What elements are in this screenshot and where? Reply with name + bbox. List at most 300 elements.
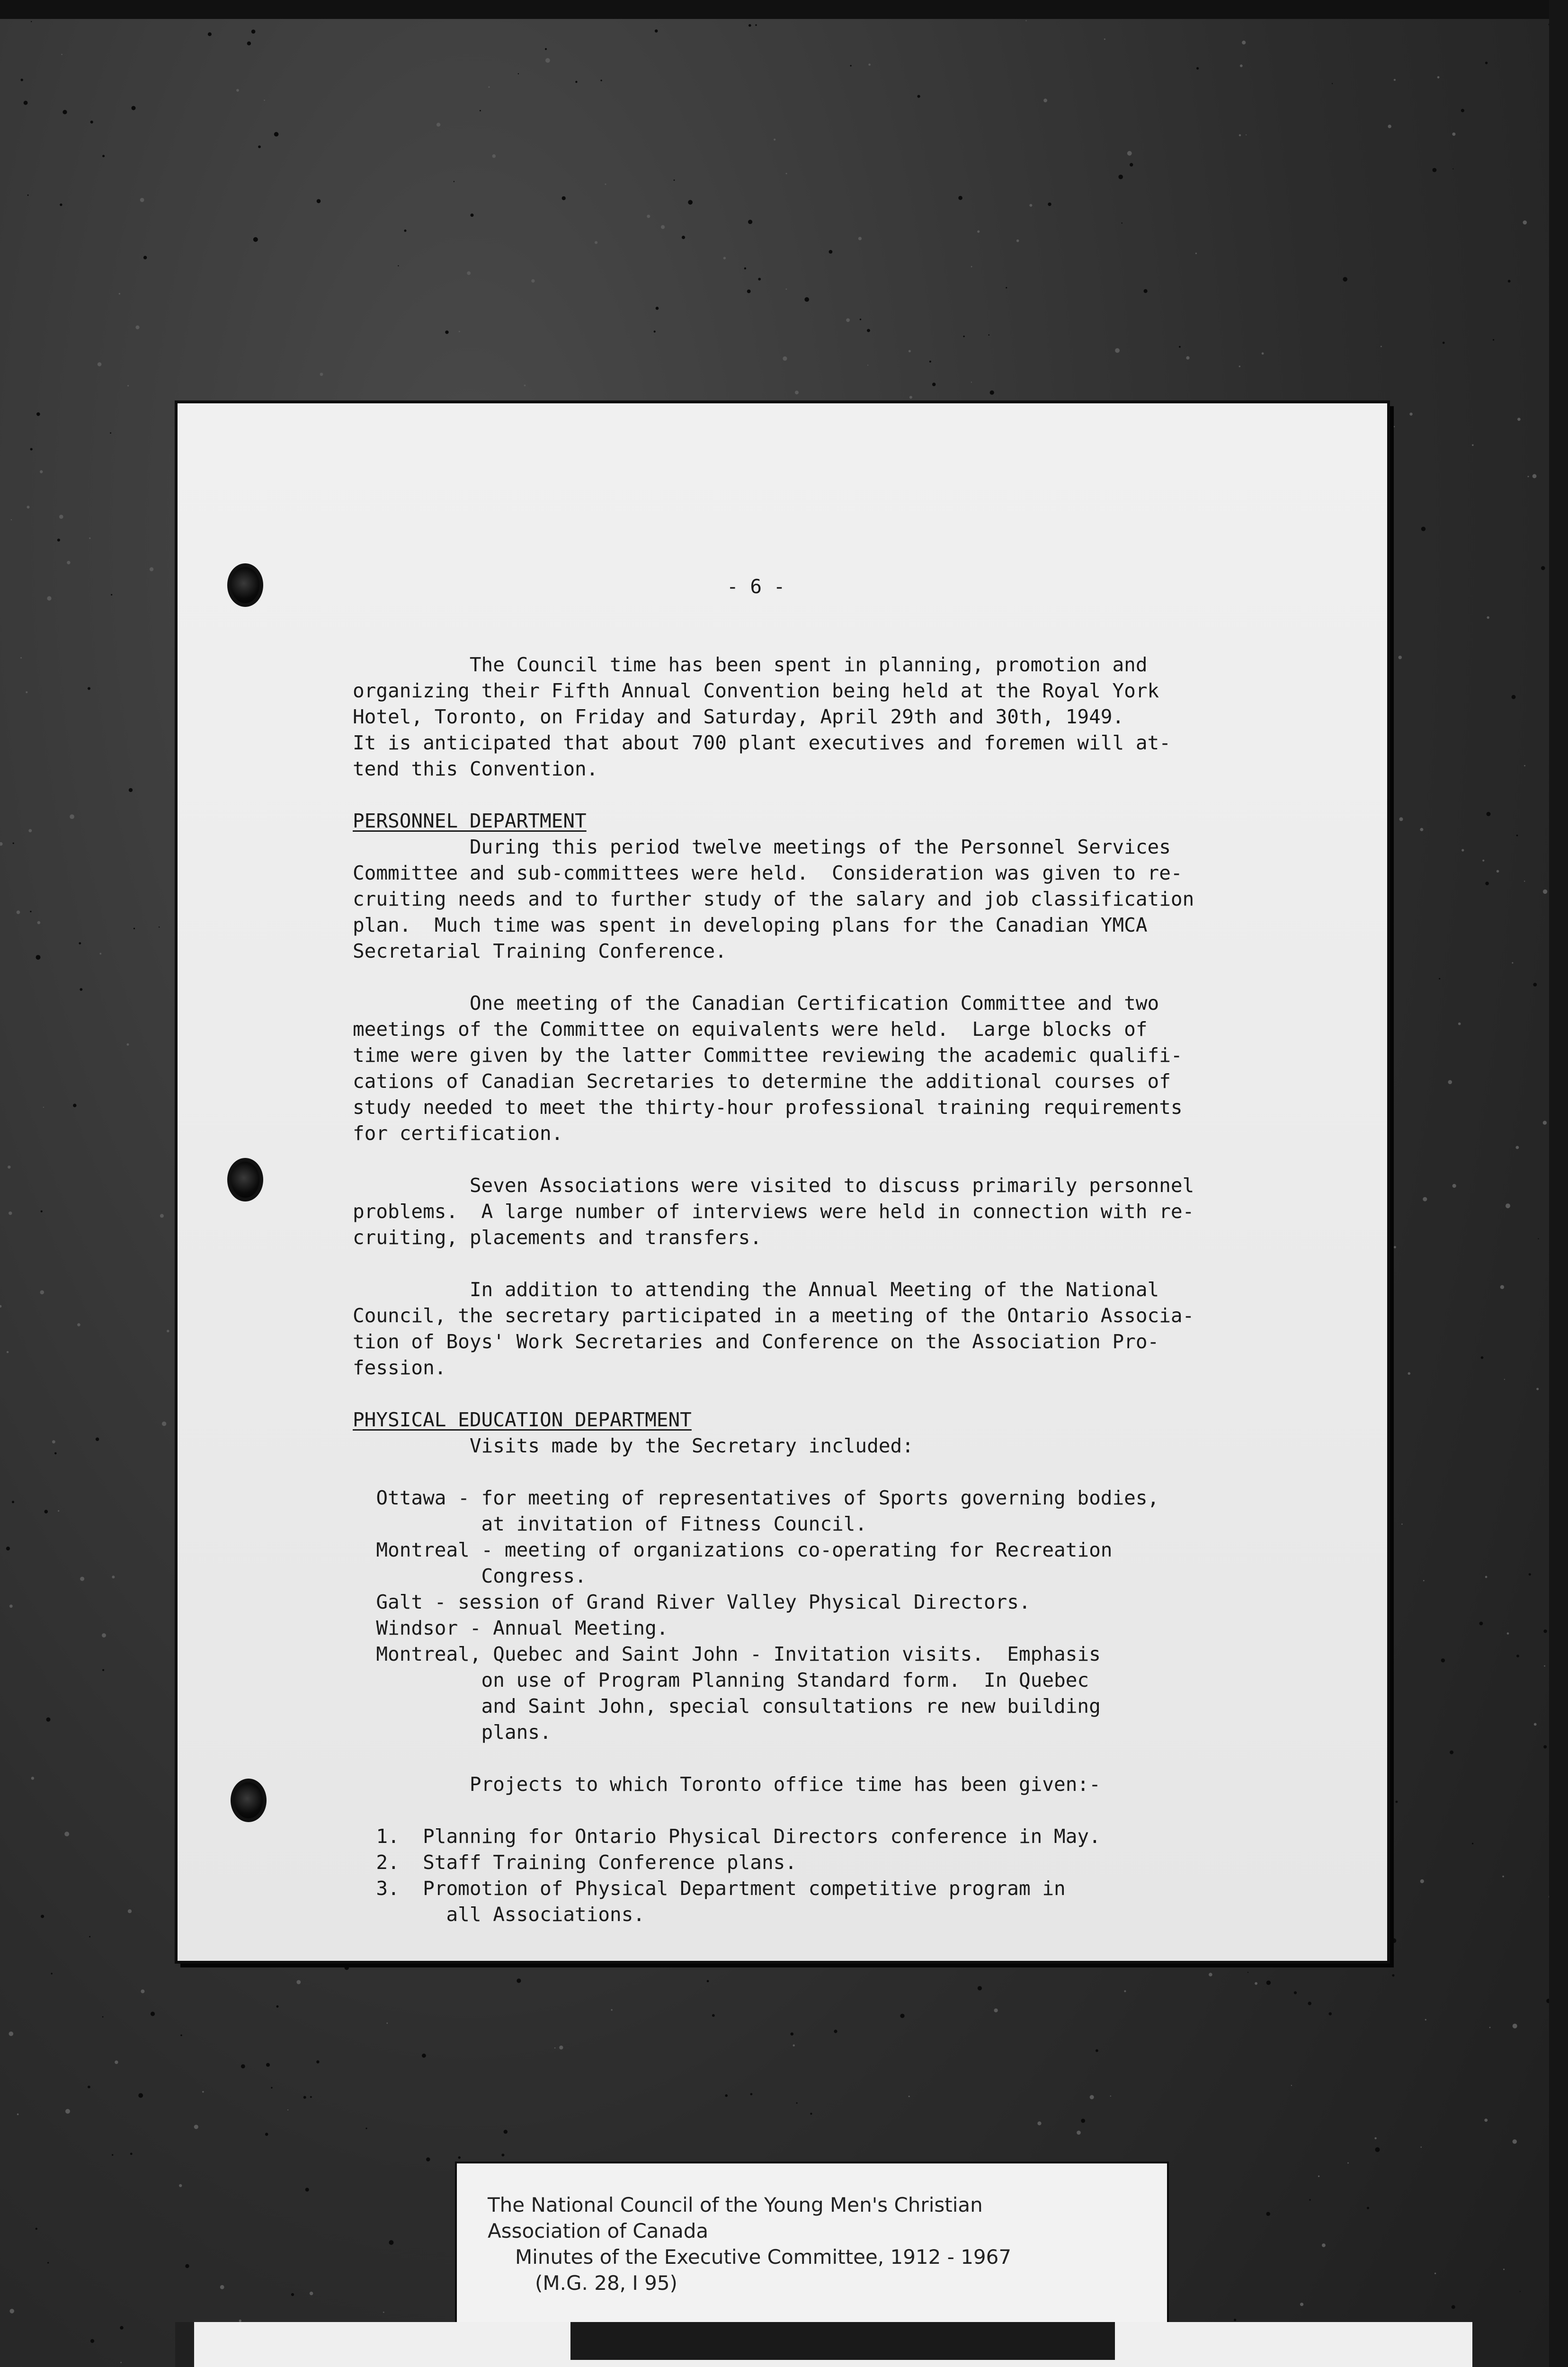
speckle-dot — [102, 2016, 104, 2018]
speckle-dot — [17, 910, 20, 914]
speckle-dot — [51, 1973, 53, 1974]
speckle-dot — [57, 539, 60, 542]
page-number: - 6 - — [727, 575, 785, 598]
speckle-dot — [755, 24, 757, 26]
speckle-dot — [11, 519, 12, 520]
speckle-dot — [1529, 1573, 1531, 1575]
speckle-dot — [661, 225, 665, 229]
document-line: 3. Promotion of Physical Department competitive program in — [353, 1877, 1066, 1900]
speckle-dot — [247, 42, 251, 45]
speckle-dot — [1266, 1981, 1271, 1985]
speckle-dot — [47, 2262, 49, 2263]
document-line: Windsor - Annual Meeting. — [353, 1617, 668, 1639]
speckle-dot — [932, 383, 935, 386]
speckle-dot — [43, 1107, 44, 1108]
document-line: meetings of the Committee on equivalents were held. Large blocks of — [353, 1018, 1148, 1041]
speckle-dot — [422, 2054, 426, 2058]
document-line: Secretarial Training Conference. — [353, 940, 727, 962]
speckle-dot — [265, 2133, 268, 2136]
speckle-dot — [1441, 1658, 1445, 1662]
document-line: Committee and sub-committees were held. Consideration was given to re- — [353, 862, 1183, 884]
speckle-dot — [1489, 2027, 1491, 2028]
speckle-dot — [37, 921, 41, 925]
speckle-dot — [1533, 983, 1537, 987]
speckle-dot — [531, 279, 535, 283]
speckle-dot — [30, 448, 33, 450]
speckle-dot — [194, 2125, 198, 2129]
speckle-dot — [1255, 1982, 1257, 1985]
speckle-dot — [1186, 356, 1189, 359]
speckle-dot — [130, 2153, 133, 2155]
speckle-dot — [1500, 1285, 1504, 1289]
speckle-dot — [1420, 1879, 1424, 1883]
document-line: Galt - session of Grand River Valley Physical Directors. — [353, 1591, 1031, 1613]
speckle-dot — [1536, 1388, 1539, 1390]
speckle-dot — [115, 2061, 118, 2064]
speckle-dot — [1543, 1629, 1547, 1633]
speckle-dot — [1246, 134, 1247, 135]
speckle-dot — [994, 2009, 998, 2012]
document-line: problems. A large number of interviews were held in connection with re- — [353, 1200, 1194, 1223]
document-line: tend this Convention. — [353, 757, 598, 780]
speckle-dot — [128, 1909, 132, 1913]
speckle-dot — [804, 297, 809, 302]
speckle-dot — [600, 80, 602, 81]
speckle-dot — [1437, 76, 1440, 79]
speckle-dot — [488, 86, 490, 88]
document-line: and Saint John, special consultations re new building — [353, 1695, 1101, 1717]
speckle-dot — [1077, 2131, 1081, 2135]
speckle-dot — [159, 926, 160, 927]
speckle-dot — [20, 657, 22, 658]
speckle-dot — [26, 691, 27, 693]
speckle-dot — [258, 145, 261, 148]
speckle-dot — [860, 319, 861, 320]
speckle-dot — [345, 1966, 349, 1970]
speckle-dot — [150, 567, 153, 571]
film-edge-right — [1549, 0, 1568, 2367]
speckle-dot — [1532, 474, 1537, 478]
speckle-dot — [1399, 656, 1402, 659]
speckle-dot — [786, 173, 787, 174]
speckle-dot — [1513, 2139, 1517, 2144]
speckle-dot — [398, 265, 399, 266]
speckle-dot — [562, 196, 566, 200]
speckle-dot — [858, 237, 862, 240]
speckle-dot — [990, 391, 994, 395]
speckle-dot — [611, 2009, 612, 2011]
speckle-dot — [545, 58, 550, 63]
speckle-dot — [138, 2093, 143, 2098]
speckle-dot — [54, 1452, 57, 1455]
speckle-dot — [909, 396, 912, 399]
speckle-dot — [167, 1330, 169, 1332]
speckle-dot — [143, 256, 147, 259]
speckle-dot — [977, 231, 980, 233]
speckle-dot — [1507, 1632, 1509, 1635]
speckle-dot — [99, 953, 101, 955]
speckle-dot — [1524, 765, 1525, 766]
speckle-dot — [595, 241, 597, 244]
speckle-dot — [1309, 2199, 1310, 2200]
speckle-dot — [266, 2063, 270, 2067]
speckle-dot — [426, 2157, 430, 2161]
speckle-dot — [1452, 1184, 1456, 1188]
speckle-dot — [929, 361, 931, 363]
speckle-dot — [365, 2127, 367, 2129]
speckle-dot — [89, 1936, 90, 1938]
speckle-dot — [120, 2362, 122, 2363]
speckle-dot — [1512, 695, 1516, 699]
speckle-dot — [1179, 346, 1181, 348]
document-line: plans. — [353, 1721, 552, 1744]
speckle-dot — [963, 336, 964, 337]
speckle-dot — [1239, 365, 1240, 367]
speckle-dot — [1421, 527, 1425, 531]
speckle-dot — [120, 2326, 123, 2329]
speckle-dot — [1242, 41, 1246, 44]
speckle-dot — [1081, 2119, 1085, 2123]
document-body — [353, 522, 1371, 1980]
speckle-dot — [1448, 1080, 1452, 1085]
speckle-dot — [682, 236, 685, 239]
speckle-dot — [303, 2096, 306, 2099]
speckle-dot — [140, 198, 144, 202]
speckle-dot — [90, 2339, 94, 2343]
speckle-dot — [1110, 2096, 1111, 2097]
speckle-dot — [1122, 222, 1123, 223]
speckle-dot — [59, 515, 63, 519]
speckle-dot — [989, 334, 990, 336]
speckle-dot — [605, 184, 606, 185]
speckle-dot — [1409, 413, 1412, 416]
speckle-dot — [1294, 1991, 1297, 1994]
speckle-dot — [1240, 64, 1243, 67]
speckle-dot — [796, 2102, 798, 2104]
speckle-dot — [21, 79, 23, 81]
film-edge-top — [0, 0, 1568, 19]
speckle-dot — [1482, 860, 1484, 862]
document-line: organizing their Fifth Annual Convention being held at the Royal York — [353, 679, 1159, 702]
speckle-dot — [41, 1915, 44, 1918]
document-line: In addition to attending the Annual Meeting of the National — [353, 1278, 1159, 1301]
speckle-dot — [27, 195, 29, 196]
speckle-dot — [1543, 1121, 1547, 1125]
document-line — [353, 964, 1371, 990]
speckle-dot — [47, 596, 51, 600]
speckle-dot — [1433, 168, 1437, 172]
section-heading: PERSONNEL DEPARTMENT — [353, 810, 587, 832]
speckle-dot — [0, 842, 3, 846]
speckle-dot — [60, 204, 62, 206]
speckle-dot — [1347, 2162, 1349, 2164]
banner-tab — [570, 2322, 1115, 2360]
document-line — [353, 782, 1371, 808]
speckle-dot — [978, 1986, 982, 1990]
speckle-dot — [24, 101, 28, 105]
speckle-dot — [296, 1980, 301, 1984]
speckle-dot — [795, 391, 799, 394]
speckle-dot — [30, 911, 31, 912]
speckle-dot — [12, 1501, 14, 1503]
speckle-dot — [1374, 2137, 1376, 2139]
speckle-dot — [160, 1214, 164, 1218]
speckle-dot — [96, 1438, 99, 1441]
speckle-dot — [707, 1980, 709, 1983]
speckle-dot — [1487, 616, 1489, 619]
speckle-dot — [1016, 240, 1019, 242]
speckle-dot — [1389, 1453, 1393, 1458]
speckle-dot — [900, 2014, 904, 2018]
speckle-dot — [1479, 1622, 1483, 1626]
speckle-dot — [712, 2014, 715, 2017]
speckle-dot — [559, 2046, 563, 2049]
speckle-dot — [9, 2309, 14, 2314]
speckle-dot — [253, 237, 258, 242]
speckle-dot — [971, 382, 972, 383]
speckle-dot — [1408, 1372, 1411, 1375]
speckle-dot — [1291, 2085, 1292, 2086]
speckle-dot — [1538, 1238, 1539, 1239]
speckle-dot — [725, 2094, 728, 2097]
document-line: Hotel, Toronto, on Friday and Saturday, April 29th and 30th, 1949. — [353, 705, 1124, 728]
speckle-dot — [80, 1577, 84, 1581]
speckle-dot — [1508, 280, 1511, 283]
document-line: Visits made by the Secretary included: — [353, 1434, 914, 1457]
speckle-dot — [40, 470, 43, 473]
speckle-dot — [834, 2029, 837, 2033]
speckle-dot — [64, 1832, 69, 1836]
speckle-dot — [1043, 98, 1047, 102]
speckle-dot — [1037, 2121, 1041, 2125]
speckle-dot — [305, 2188, 309, 2191]
speckle-dot — [1196, 67, 1199, 70]
speckle-dot — [102, 1633, 106, 1637]
speckle-dot — [1504, 1379, 1505, 1380]
speckle-dot — [111, 594, 112, 596]
document-line: cruiting, placements and transfers. — [353, 1226, 762, 1249]
speckle-dot — [135, 325, 139, 329]
speckle-dot — [750, 2093, 753, 2095]
speckle-dot — [65, 2109, 70, 2114]
speckle-dot — [1485, 881, 1489, 885]
speckle-dot — [958, 196, 962, 200]
speckle-dot — [688, 200, 693, 205]
speckle-dot — [129, 788, 133, 792]
speckle-dot — [656, 307, 659, 310]
speckle-dot — [274, 132, 279, 137]
speckle-dot — [492, 154, 496, 158]
speckle-dot — [110, 432, 111, 434]
speckle-dot — [1461, 109, 1464, 112]
speckle-dot — [9, 2031, 14, 2036]
speckle-dot — [1104, 38, 1105, 40]
speckle-dot — [241, 2064, 245, 2069]
punch-hole-top — [227, 563, 263, 607]
speckle-dot — [459, 331, 460, 332]
document-line: on use of Program Planning Standard form. In Quebec — [353, 1669, 1089, 1691]
catalog-line-organization: The National Council of the Young Men's Christian — [488, 2193, 983, 2216]
speckle-dot — [1523, 221, 1527, 225]
speckle-dot — [1029, 204, 1032, 207]
speckle-dot — [1130, 163, 1133, 166]
document-line: study needed to meet the thirty-hour professional training requirements — [353, 1096, 1183, 1119]
speckle-dot — [1443, 342, 1445, 344]
speckle-dot — [151, 2011, 155, 2016]
speckle-dot — [1461, 849, 1464, 851]
speckle-dot — [1503, 2269, 1505, 2270]
speckle-dot — [251, 29, 256, 34]
speckle-dot — [1300, 2303, 1303, 2306]
speckle-dot — [185, 2264, 189, 2268]
document-line: Seven Associations were visited to discuss primarily personnel — [353, 1174, 1194, 1197]
punch-hole-bottom — [231, 1779, 267, 1822]
speckle-dot — [1399, 817, 1403, 821]
speckle-dot — [88, 687, 90, 690]
speckle-dot — [1394, 426, 1395, 427]
document-line: During this period twelve meetings of the Personnel Services — [353, 836, 1171, 858]
speckle-dot — [73, 1103, 76, 1107]
speckle-dot — [480, 110, 481, 111]
speckle-dot — [98, 362, 102, 366]
document-line: Montreal - meeting of organizations co-operating for Recreation — [353, 1539, 1113, 1561]
speckle-dot — [518, 73, 519, 74]
speckle-dot — [112, 1575, 115, 1578]
document-line: time were given by the latter Committee reviewing the academic qualifi- — [353, 1044, 1183, 1067]
speckle-dot — [89, 537, 90, 539]
speckle-dot — [1452, 2305, 1455, 2309]
speckle-dot — [1239, 134, 1241, 136]
document-line: tion of Boys' Work Secretaries and Conference on the Association Pro- — [353, 1330, 1159, 1353]
speckle-dot — [119, 293, 120, 294]
speckle-dot — [7, 1351, 9, 1353]
speckle-dot — [1458, 1023, 1461, 1025]
speckle-dot — [236, 89, 239, 92]
speckle-dot — [9, 1211, 12, 1215]
speckle-dot — [1124, 1990, 1126, 1992]
document-line: Projects to which Toronto office time has been given:- — [353, 1773, 1101, 1796]
speckle-dot — [52, 1440, 55, 1443]
speckle-dot — [9, 1604, 13, 1608]
speckle-dot — [437, 123, 440, 126]
speckle-dot — [1420, 828, 1423, 831]
speckle-dot — [747, 290, 751, 294]
speckle-dot — [31, 21, 32, 22]
speckle-dot — [850, 65, 852, 66]
document-line: It is anticipated that about 700 plant executives and foremen will at- — [353, 731, 1171, 754]
speckle-dot — [1394, 79, 1396, 81]
speckle-dot — [1006, 287, 1007, 288]
speckle-dot — [545, 48, 547, 50]
speckle-dot — [36, 955, 41, 960]
section-heading: PHYSICAL EDUCATION DEPARTMENT — [353, 1408, 692, 1431]
document-line — [353, 1459, 1371, 1485]
speckle-dot — [1450, 1751, 1453, 1754]
document-line: fession. — [353, 1356, 446, 1379]
speckle-dot — [202, 2091, 204, 2093]
document-line: One meeting of the Canadian Certification Committee and two — [353, 992, 1159, 1014]
speckle-dot — [17, 2113, 19, 2115]
document-line: Council, the secretary participated in a meeting of the Ontario Associa- — [353, 1304, 1194, 1327]
speckle-dot — [70, 814, 74, 819]
speckle-dot — [445, 330, 448, 334]
speckle-dot — [1481, 1356, 1484, 1359]
speckle-dot — [1484, 2118, 1488, 2122]
speckle-dot — [1497, 870, 1499, 873]
speckle-dot — [1513, 2024, 1517, 2029]
speckle-dot — [316, 2060, 319, 2063]
speckle-dot — [1425, 2019, 1426, 2020]
document-line: cruiting needs and to further study of the salary and job classification — [353, 888, 1194, 910]
speckle-dot — [1541, 566, 1545, 570]
speckle-dot — [249, 400, 252, 403]
speckle-dot — [1367, 2207, 1369, 2209]
speckle-dot — [141, 1990, 144, 1993]
document-line — [353, 1251, 1371, 1277]
speckle-dot — [179, 2184, 182, 2187]
speckle-dot — [1322, 2243, 1326, 2247]
speckle-dot — [80, 988, 82, 991]
speckle-dot — [1388, 125, 1391, 128]
speckle-dot — [102, 155, 105, 157]
speckle-dot — [1262, 352, 1264, 355]
speckle-dot — [310, 2096, 312, 2098]
speckle-dot — [575, 81, 577, 83]
speckle-dot — [1332, 83, 1333, 84]
speckle-dot — [67, 561, 70, 564]
document-line: Congress. — [353, 1565, 587, 1587]
document-page — [178, 403, 1387, 1961]
speckle-dot — [1381, 346, 1382, 347]
archives-banner — [194, 2322, 1472, 2367]
document-line — [353, 1797, 1371, 1824]
speckle-dot — [744, 267, 746, 269]
speckle-dot — [674, 179, 675, 181]
speckle-dot — [45, 1510, 48, 1513]
speckle-dot — [791, 2032, 794, 2036]
speckle-dot — [1434, 2273, 1436, 2274]
speckle-dot — [1375, 2147, 1380, 2152]
speckle-dot — [1127, 151, 1132, 156]
catalog-line-organization-cont: Association of Canada — [488, 2219, 709, 2242]
speckle-dot — [1534, 1723, 1537, 1726]
speckle-dot — [1115, 348, 1120, 353]
speckle-dot — [471, 214, 474, 217]
speckle-dot — [6, 1547, 10, 1550]
speckle-dot — [208, 32, 212, 36]
speckle-dot — [501, 2153, 504, 2156]
catalog-line-title: Minutes of the Executive Committee, 1912 - 1967 — [515, 2245, 1012, 2269]
speckle-dot — [1543, 890, 1547, 894]
speckle-dot — [1423, 1580, 1425, 1582]
document-line: 1. Planning for Ontario Physical Directors conference in May. — [353, 1825, 1101, 1848]
speckle-dot — [1392, 1974, 1394, 1976]
speckle-dot — [58, 1510, 59, 1512]
document-line — [353, 1745, 1371, 1771]
speckle-dot — [1401, 1523, 1403, 1525]
speckle-dot — [1144, 289, 1148, 293]
speckle-dot — [36, 412, 40, 416]
speckle-dot — [79, 942, 81, 944]
speckle-dot — [1528, 476, 1529, 477]
speckle-dot — [654, 330, 656, 332]
speckle-dot — [1420, 2146, 1422, 2148]
speckle-dot — [774, 139, 775, 141]
speckle-dot — [1423, 1197, 1427, 1201]
speckle-dot — [868, 63, 871, 66]
speckle-dot — [1090, 2095, 1094, 2100]
speckle-dot — [1517, 418, 1521, 421]
